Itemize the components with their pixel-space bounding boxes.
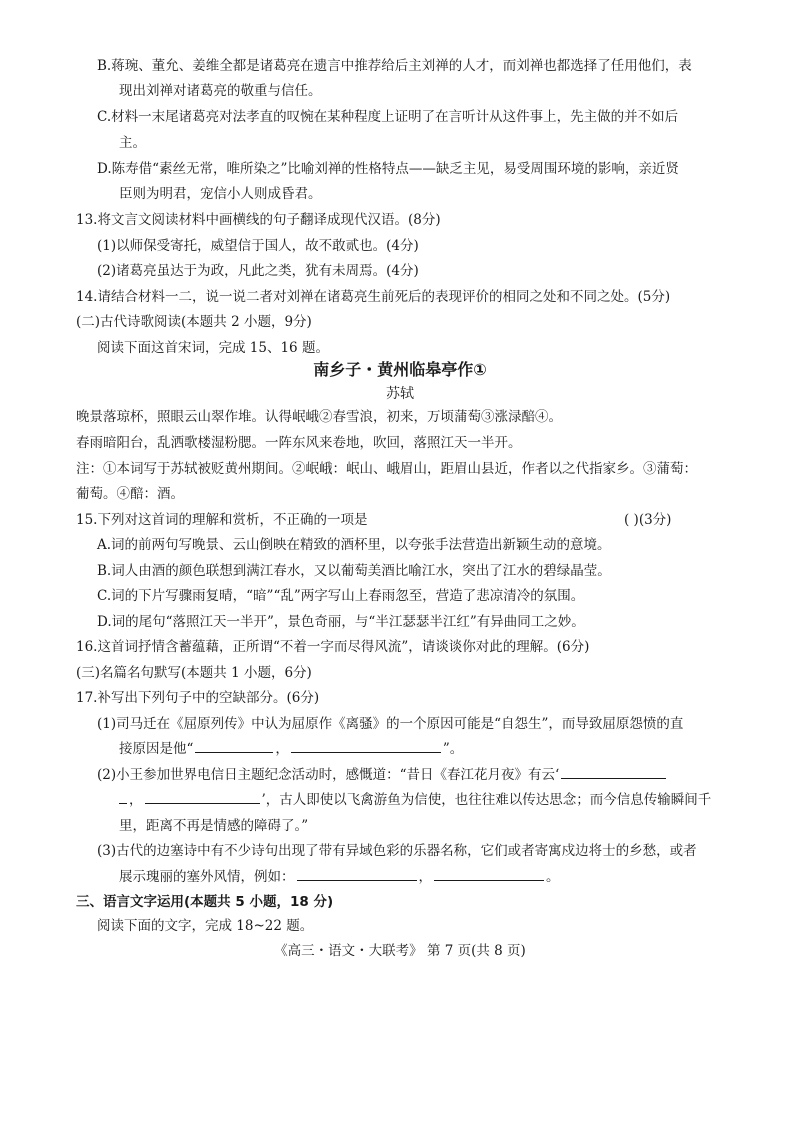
q17-item3-line2	[119, 867, 560, 887]
q12-option-d-line2: 臣则为明君，宠信小人则成昏君。	[119, 186, 322, 202]
answer-blank-6[interactable]	[434, 867, 544, 881]
q17-item3-suffix: 。	[546, 869, 560, 885]
answer-blank-4[interactable]	[145, 790, 260, 804]
poetry-intro: 阅读下面这首宋词，完成 15、16 题。	[97, 340, 329, 356]
q17-item2-prefix: (2)小王参加世界电信日主题纪念活动时，感慨道：“昔日《春江花月夜》有云‘	[97, 767, 560, 783]
q17-item1-line2	[119, 739, 463, 759]
q15-option-a: A.词的前两句写晚景、云山倒映在精致的酒杯里，以夸张手法营造出新颖生动的意境。	[97, 537, 611, 553]
poem-note-line1: 注：①本词写于苏轼被贬黄州期间。②岷峨：岷山、峨眉山，距眉山县近，作者以之代指家乡。③蒲萄：	[76, 461, 697, 477]
page-footer: 《高三・语文・大联考》 第 7 页(共 8 页)	[274, 943, 526, 959]
q17-item1-prefix: 接原因是他“	[119, 741, 194, 757]
part3-intro: 阅读下面的文字，完成 18~22 题。	[97, 918, 314, 934]
q12-option-c-line2: 主。	[119, 135, 146, 151]
q12-option-b-line1: B.蒋琬、董允、姜维全都是诸葛亮在遗言中推荐给后主刘禅的人才，而刘禅也都选择了任用他们，表	[97, 58, 692, 74]
part3-heading: 三、语言文字运用(本题共 5 小题，18 分)	[76, 894, 334, 910]
q17-stem: 17.补写出下列句子中的空缺部分。(6分)	[76, 690, 320, 706]
q17-item2-line3: 里，距离不再是情感的障碍了。”	[119, 818, 309, 834]
q17-item3-prefix: 展示瑰丽的塞外风情，例如：	[119, 869, 295, 885]
q17-item1-comma: ，	[275, 741, 289, 757]
answer-blank-2[interactable]	[291, 739, 441, 753]
q13-sentence-2: (2)诸葛亮虽达于为政，凡此之类，犹有未周焉。(4分)	[97, 263, 419, 279]
q12-option-b-line2: 现出刘禅对诸葛亮的敬重与信任。	[119, 83, 322, 99]
section-poetry-heading: (二)古代诗歌阅读(本题共 2 小题，9分)	[76, 314, 312, 330]
q17-item3-comma: ，	[418, 869, 432, 885]
poem-line-1: 晚景落琼杯，照眼云山翠作堆。认得岷峨②春雪浪，初来，万顷蒲萄③涨渌醅④。	[76, 409, 562, 425]
q14-stem: 14.请结合材料一二，说一说二者对刘禅在诸葛亮生前死后的表现评价的相同之处和不同之处。(5分)	[76, 289, 671, 305]
q12-option-c-line1: C.材料一末尾诸葛亮对法孝直的叹惋在某种程度上证明了在言听计从这件事上，先主做的并不如后	[97, 109, 679, 125]
q17-item2-line2	[119, 790, 711, 810]
answer-blank-3-continued[interactable]	[119, 790, 127, 804]
q17-item2-line1	[97, 765, 668, 785]
q15-option-b: B.词人由酒的颜色联想到满江春水，又以葡萄美酒比喻江水，突出了江水的碧绿晶莹。	[97, 563, 611, 579]
q13-stem: 13.将文言文阅读材料中画横线的句子翻译成现代汉语。(8分)	[76, 212, 441, 228]
poem-line-2: 春雨暗阳台，乱洒歌楼湿粉腮。一阵东风来卷地，吹回，落照江天一半开。	[76, 435, 522, 451]
q17-item1-suffix: ”。	[442, 741, 464, 757]
q17-item3-line1: (3)古代的边塞诗中有不少诗句出现了带有异域色彩的乐器名称，它们或者寄寓戍边将士的乡愁，或者	[97, 843, 697, 859]
section-dictation-heading: (三)名篇名句默写(本题共 1 小题，6分)	[76, 665, 312, 681]
q15-stem: 15.下列对这首词的理解和赏析，不正确的一项是	[76, 512, 368, 528]
q16-stem: 16.这首词抒情含蓄蕴藉，正所谓“不着一字而尽得风流”，请谈谈你对此的理解。(6分)	[76, 639, 590, 655]
poem-title: 南乡子・黄州临皋亭作①	[313, 360, 487, 379]
q12-option-d-line1: D.陈寿借“素丝无常，唯所染之”比喻刘禅的性格特点——缺乏主见，易受周围环境的影响，亲近贤	[97, 161, 679, 177]
poem-author: 苏轼	[386, 386, 414, 402]
q17-item2-comma: ，	[129, 792, 143, 808]
answer-blank-1[interactable]	[195, 739, 273, 753]
q15-option-c: C.词的下片写骤雨复晴，“暗”“乱”两字写山上春雨忽至，营造了悲凉清冷的氛围。	[97, 588, 585, 604]
q17-item2-suffix: ’，古人即使以飞禽游鱼为信使，也往往难以传达思念；而今信息传输瞬间千	[261, 792, 712, 808]
q15-answer-bracket[interactable]: ( )(3分)	[624, 512, 672, 528]
q15-option-d: D.词的尾句“落照江天一半开”，景色奇丽，与“半江瑟瑟半江红”有异曲同工之妙。	[97, 614, 585, 630]
q17-item1-line1: (1)司马迁在《屈原列传》中认为屈原作《离骚》的一个原因可能是“自怨生”，而导致屈原怨愤的直	[97, 716, 684, 732]
answer-blank-5[interactable]	[297, 867, 417, 881]
answer-blank-3[interactable]	[561, 765, 666, 779]
q13-sentence-1: (1)以师保受寄托，威望信于国人，故不敢贰也。(4分)	[97, 238, 419, 254]
poem-note-line2: 葡萄。④醅：酒。	[76, 486, 184, 502]
